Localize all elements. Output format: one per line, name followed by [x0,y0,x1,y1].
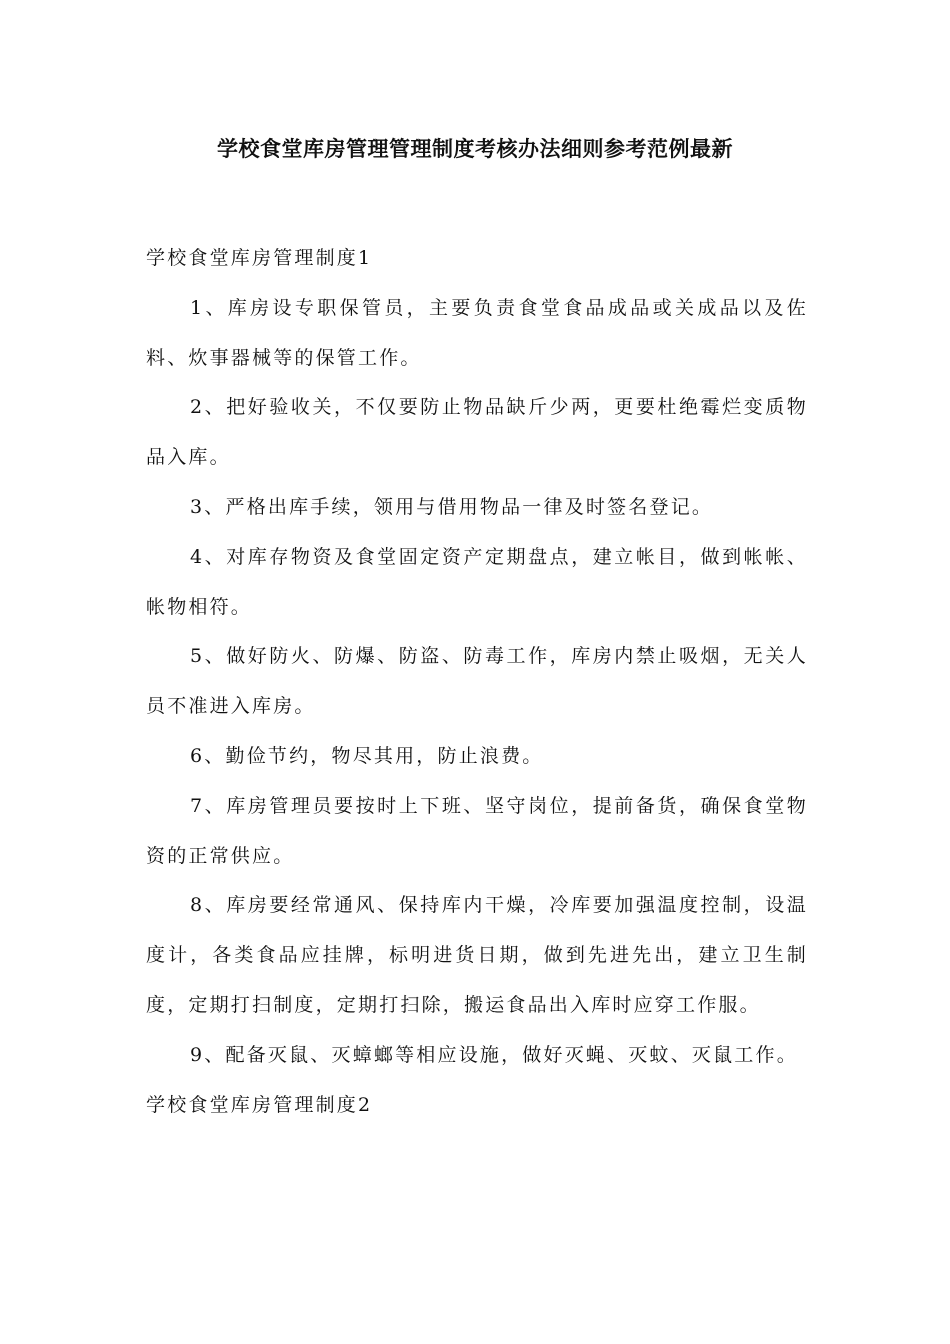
rule-item-6: 6、勤俭节约，物尽其用，防止浪费。 [190,744,544,767]
rule-item-4: 4、对库存物资及食堂固定资产定期盘点，建立帐目，做到帐帐、帐物相符。 [146,545,808,618]
rule-item-3: 3、严格出库手续，领用与借用物品一律及时签名登记。 [190,495,714,518]
rule-item-8: 8、库房要经常通风、保持库内干燥，冷库要加强温度控制，设温度计，各类食品应挂牌，标明进货日期，做到先进先出，建立卫生制度，定期打扫制度，定期打扫除，搬运食品出入库时应穿工作服。 [146,894,808,1016]
section-heading-2: 学校食堂库房管理制度2 [146,1093,373,1116]
rule-item-5: 5、做好防火、防爆、防盗、防毒工作，库房内禁止吸烟，无关人员不准进入库房。 [146,645,808,718]
rule-item-7: 7、库房管理员要按时上下班、坚守岗位，提前备货，确保食堂物资的正常供应。 [146,794,808,867]
document-body [146,234,808,1130]
document-title: 学校食堂库房管理管理制度考核办法细则参考范例最新 [217,137,733,161]
rule-item-2: 2、把好验收关，不仅要防止物品缺斤少两，更要杜绝霉烂变质物品入库。 [146,396,808,469]
rule-item-9: 9、配备灭鼠、灭蟑螂等相应设施，做好灭蝇、灭蚊、灭鼠工作。 [190,1043,798,1066]
section-heading-1: 学校食堂库房管理制度1 [146,247,373,269]
rule-item-1: 1、库房设专职保管员，主要负责食堂食品成品或关成品以及佐料、炊事器械等的保管工作。 [146,296,808,369]
